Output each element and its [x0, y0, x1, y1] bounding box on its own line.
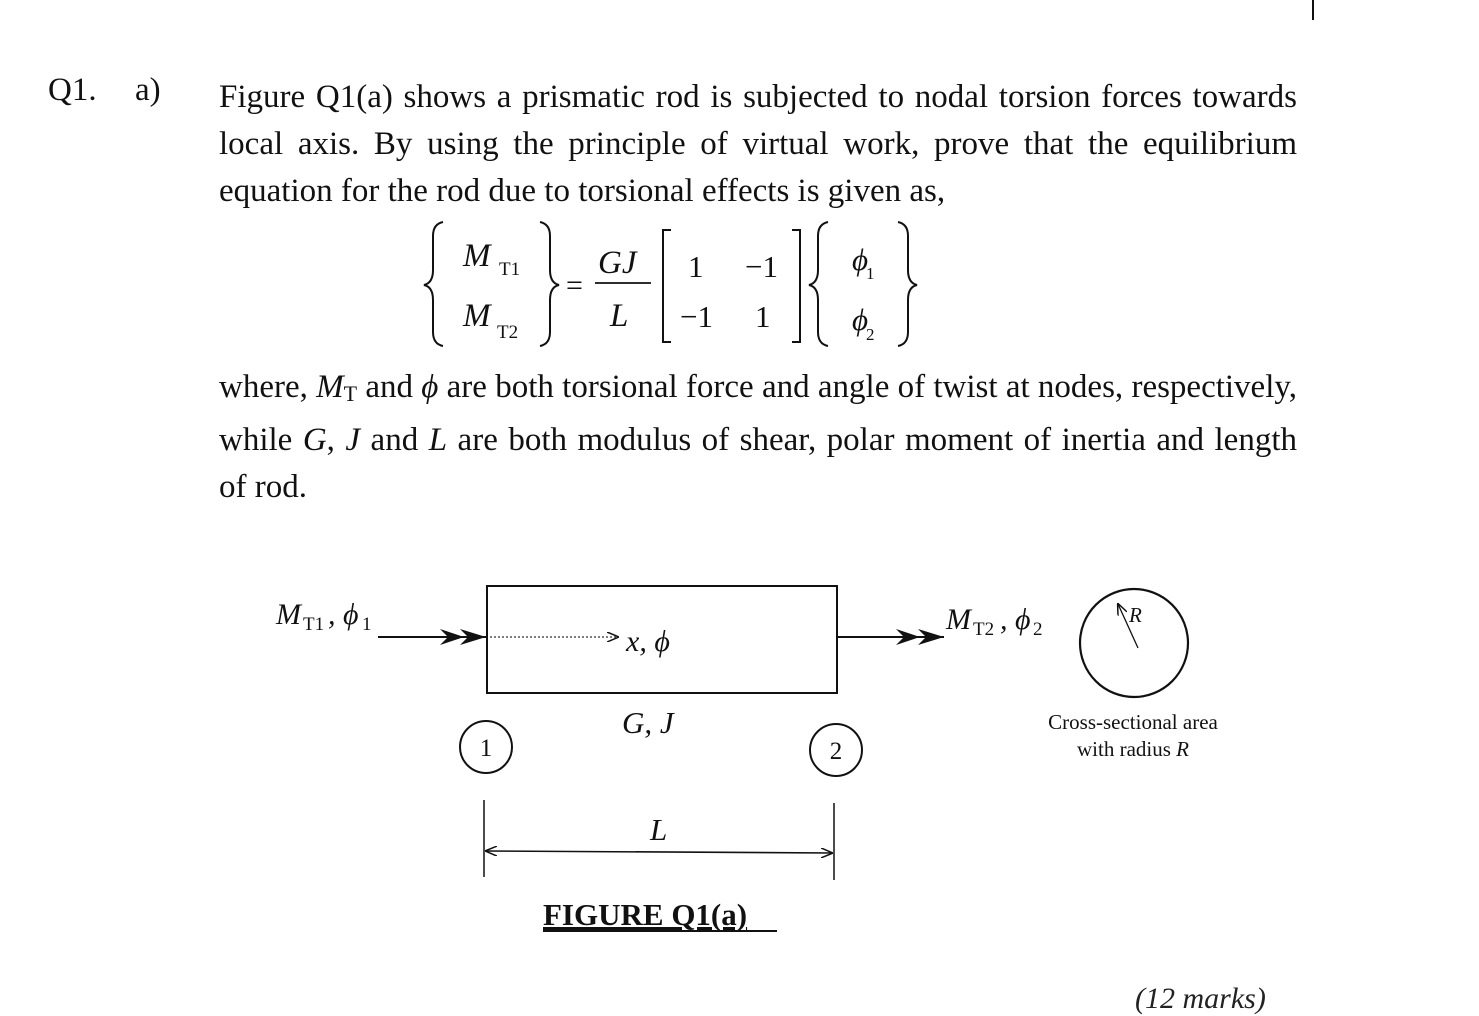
rhs-top-symbol: ϕ: [852, 242, 869, 277]
length-label: L: [650, 812, 668, 847]
right-load-label: [945, 603, 1043, 640]
left-load-symbol: M: [276, 598, 301, 631]
fraction-numerator: GJ: [598, 245, 637, 281]
left-load-label: [275, 598, 372, 635]
question-number: Q1.: [48, 72, 97, 108]
right-load-phi-subscript: 2: [1033, 619, 1043, 640]
rhs-bottom-subscript: 2: [866, 325, 875, 344]
definitions-symbol-mt: M: [316, 369, 344, 405]
right-load-symbol: M: [946, 603, 971, 636]
definitions-part: are both torsional force and angle of twist at nodes, respectively, while: [219, 369, 1297, 458]
definitions-part: ,: [326, 422, 346, 458]
rhs-top-subscript: 1: [866, 264, 875, 283]
left-load-phi-subscript: 1: [362, 614, 372, 635]
fraction-denominator: L: [610, 298, 629, 334]
left-load-subscript: T1: [303, 614, 325, 635]
definitions-symbol-mt-sub: T: [343, 381, 358, 406]
cross-section-caption-line2: with radius R: [1077, 737, 1189, 761]
question-intro-text: Figure Q1(a) shows a prismatic rod is subjected to nodal torsion forces towards local axis. By using the principle of virtual work, prove that the equilibrium equation for the rod due to torsional effects is given as,: [219, 79, 1297, 209]
definitions-part: and: [360, 422, 429, 458]
lhs-bottom-symbol: M: [463, 298, 491, 334]
definitions-symbol-j: J: [345, 422, 361, 458]
lhs-top-subscript: T1: [499, 259, 521, 280]
left-load-phi: , ϕ: [328, 598, 359, 631]
local-axis-label: x, ϕ: [626, 625, 670, 658]
question-part: a): [135, 72, 161, 108]
node-1-label: 1: [479, 735, 493, 762]
material-label: G, J: [622, 705, 674, 740]
lhs-bottom-subscript: T2: [497, 322, 519, 343]
matrix-cell-1-2: −1: [745, 249, 778, 284]
node-2-label: 2: [829, 738, 843, 765]
lhs-top-symbol: M: [463, 238, 491, 274]
definitions-part: are both modulus of shear, polar moment of inertia and length of rod.: [219, 422, 1297, 505]
right-torque-arrow: [837, 629, 944, 645]
matrix-cell-2-2: 1: [755, 299, 771, 334]
definitions-part: and: [357, 369, 422, 405]
right-load-subscript: T2: [973, 619, 995, 640]
equals-sign: =: [566, 269, 583, 302]
cross-section-caption-line1: Cross-sectional area: [1048, 710, 1218, 734]
figure-caption: FIGURE Q1(a): [543, 897, 748, 932]
definitions-symbol-phi: ϕ: [421, 369, 439, 405]
length-dimension-line: [486, 851, 832, 853]
definitions-symbol-l: L: [428, 422, 448, 458]
rhs-bottom-symbol: ϕ: [852, 302, 869, 337]
matrix-cell-2-1: −1: [680, 299, 713, 334]
left-torque-arrow: [378, 629, 486, 645]
matrix-cell-1-1: 1: [688, 249, 704, 284]
radius-label: R: [1129, 603, 1142, 627]
right-load-phi: , ϕ: [1000, 603, 1031, 636]
definitions-symbol-g: G: [302, 422, 327, 458]
marks-allocation: (12 marks): [1135, 982, 1266, 1015]
definitions-part: where,: [219, 369, 317, 405]
